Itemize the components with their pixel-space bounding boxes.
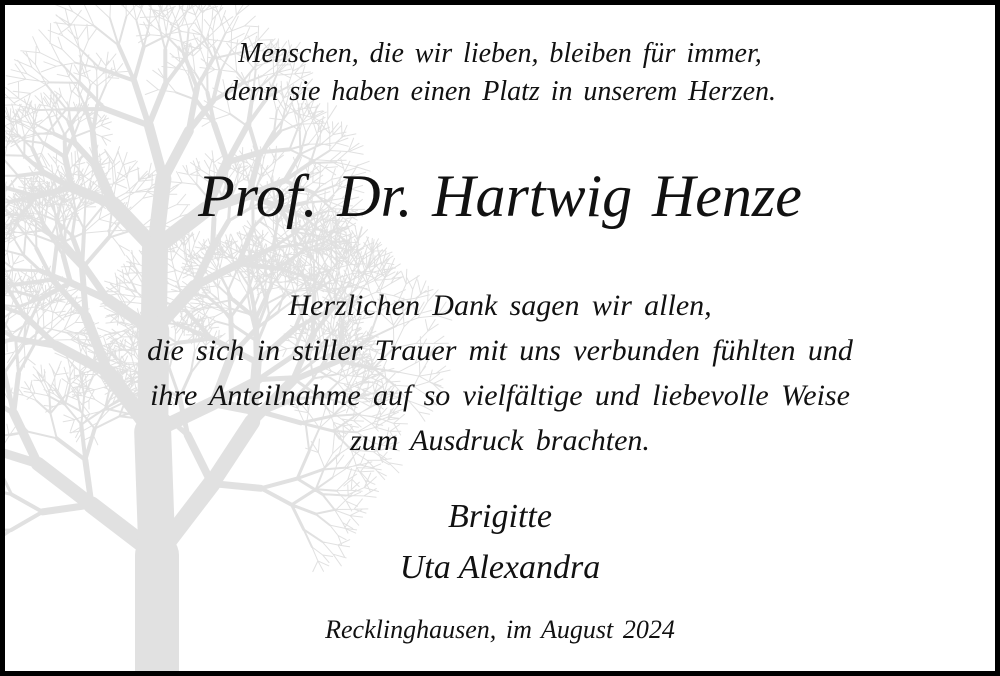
thanks-paragraph [5,283,995,463]
mourner-name-1: Brigitte [448,498,552,535]
place-date: Recklinghausen, im August 2024 [325,615,675,644]
thanks-line-1: Herzlichen Dank sagen wir allen, [288,289,712,322]
epigraph-line-2: denn sie haben einen Platz in unserem Herzen. [223,76,777,107]
epigraph-line-1: Menschen, die wir lieben, bleiben für immer, [238,38,762,69]
epigraph [5,35,995,111]
mourner-name-2: Uta Alexandra [399,549,601,586]
deceased-name-title: Prof. Dr. Hartwig Henze [198,163,802,229]
mourners-list [5,491,995,593]
thanks-line-3: ihre Anteilnahme auf so vielfältige und liebevolle Weise [150,379,850,412]
notice-content [5,35,995,645]
thanks-line-2: die sich in stiller Trauer mit uns verbunden fühlten und [147,334,853,367]
thanks-line-4: zum Ausdruck brachten. [350,424,650,457]
